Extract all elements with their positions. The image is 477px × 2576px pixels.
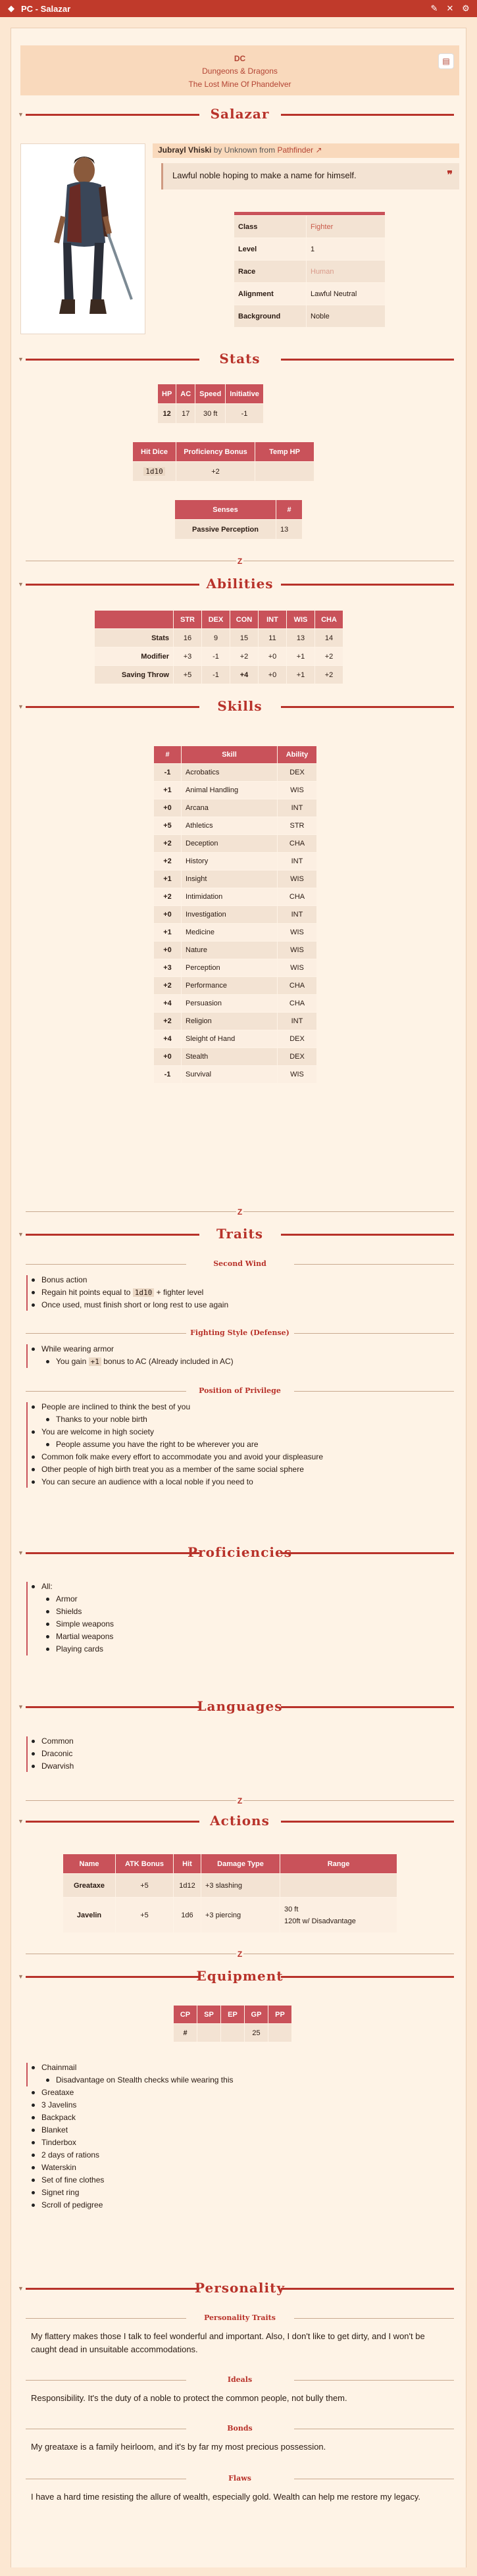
- abilities-table: [94, 610, 343, 684]
- skill-name: Medicine: [182, 924, 278, 942]
- senses-header: Senses: [175, 500, 276, 520]
- window-title: PC - Salazar: [21, 3, 71, 14]
- skill-ability: INT: [278, 906, 317, 924]
- skill-name: Performance: [182, 977, 278, 995]
- race-value[interactable]: Human: [307, 261, 386, 283]
- collapse-icon[interactable]: ▼: [18, 1818, 24, 1825]
- ability-row-stats: Stats 16 9 15 11 13 14: [95, 629, 343, 647]
- list-item: People assume you have the right to be wherever you are: [49, 1438, 323, 1451]
- skill-modifier: -1: [154, 764, 182, 782]
- skill-mod-header: #: [154, 746, 182, 764]
- wis-header: WIS: [287, 611, 315, 629]
- initiative-value: -1: [226, 404, 264, 424]
- senses-table: [174, 499, 303, 540]
- skill-row: [154, 924, 317, 942]
- skill-name: Investigation: [182, 906, 278, 924]
- info-label: Race: [234, 261, 307, 283]
- list-item: Draconic: [35, 1748, 74, 1760]
- dice-table: [132, 442, 314, 482]
- actions-table: Name ATK Bonus Hit Damage Type Range Greataxe +5 1d12 +3 slashing Javelin +5 1d6 +3 piercing 30 ft 120ft w/ Disadvantage: [63, 1854, 397, 1933]
- skill-ability: WIS: [278, 782, 317, 799]
- info-table: [234, 211, 386, 328]
- skill-ability: WIS: [278, 959, 317, 977]
- speed-header: Speed: [195, 384, 226, 404]
- skill-modifier: +2: [154, 853, 182, 871]
- list-item: Dwarvish: [35, 1760, 74, 1773]
- list-item: You are welcome in high society: [35, 1426, 323, 1438]
- game-name: Dungeons & Dragons: [202, 66, 278, 76]
- list-item: Bonus action: [35, 1274, 228, 1286]
- skill-modifier: +2: [154, 888, 182, 906]
- hp-header: HP: [158, 384, 176, 404]
- flaws-title: Flaws: [20, 2473, 459, 2485]
- ability-row-saving-throw: Saving Throw +5 -1 +4 +0 +1 +2: [95, 666, 343, 684]
- section-languages: ▼ Languages: [20, 1696, 459, 1718]
- trait-second-wind-title: Second Wind: [20, 1259, 459, 1271]
- skill-name: Stealth: [182, 1048, 278, 1066]
- skill-row: [154, 835, 317, 853]
- list-item: While wearing armor: [35, 1343, 234, 1355]
- skill-row: [154, 1030, 317, 1048]
- skill-modifier: +4: [154, 1030, 182, 1048]
- skill-modifier: +0: [154, 942, 182, 959]
- collapse-icon[interactable]: ▼: [18, 1704, 24, 1710]
- skill-row: [154, 977, 317, 995]
- fighting-style-list: [35, 1343, 234, 1368]
- skill-modifier: -1: [154, 1066, 182, 1084]
- skill-row: [154, 995, 317, 1013]
- skill-ability: WIS: [278, 1066, 317, 1084]
- action-row-greataxe: Greataxe +5 1d12 +3 slashing: [63, 1874, 397, 1898]
- info-label: Alignment: [234, 283, 307, 305]
- temp-hp-header: Temp HP: [255, 442, 314, 462]
- list-item: Waterskin: [35, 2161, 233, 2174]
- skill-ability: INT: [278, 799, 317, 817]
- skill-modifier: +2: [154, 977, 182, 995]
- list-item: Tinderbox: [35, 2136, 233, 2149]
- skill-ability: WIS: [278, 924, 317, 942]
- title-bar: [0, 0, 477, 17]
- list-item: Armor: [49, 1593, 114, 1605]
- skill-modifier: +1: [154, 871, 182, 888]
- skill-name: Nature: [182, 942, 278, 959]
- ideals-title: Ideals: [20, 2375, 459, 2387]
- collapse-icon[interactable]: ▼: [18, 356, 24, 363]
- collapse-icon[interactable]: ▼: [18, 703, 24, 710]
- skill-row: [154, 942, 317, 959]
- close-icon[interactable]: ✕: [446, 3, 454, 13]
- languages-list: [35, 1735, 74, 1773]
- list-item: You can secure an audience with a local noble if you need to: [35, 1476, 323, 1488]
- list-item: All:: [35, 1580, 114, 1593]
- player-by: by Unknown from: [213, 145, 276, 155]
- str-header: STR: [174, 611, 202, 629]
- skill-modifier: +4: [154, 995, 182, 1013]
- pdf-icon[interactable]: ▤: [438, 53, 454, 69]
- skill-ability: CHA: [278, 995, 317, 1013]
- collapse-icon[interactable]: ▼: [18, 1231, 24, 1238]
- list-item: Playing cards: [49, 1643, 114, 1655]
- list-item: Disadvantage on Stealth checks while wearing this: [49, 2074, 233, 2086]
- section-name: ▼ Salazar: [20, 103, 459, 126]
- initiative-header: Initiative: [226, 384, 264, 404]
- skill-name: Persuasion: [182, 995, 278, 1013]
- skill-name: Animal Handling: [182, 782, 278, 799]
- section-personality: ▼ Personality: [20, 2277, 459, 2300]
- list-item: Chainmail: [35, 2061, 233, 2074]
- collapse-icon[interactable]: ▼: [18, 1550, 24, 1556]
- skill-row: [154, 853, 317, 871]
- skill-modifier: +5: [154, 817, 182, 835]
- section-proficiencies: ▼ Proficiencies: [20, 1542, 459, 1564]
- list-item: Backpack: [35, 2111, 233, 2124]
- section-equipment: ▼ Equipment: [20, 1965, 459, 1988]
- skill-modifier: +2: [154, 1013, 182, 1030]
- collapse-icon[interactable]: ▼: [18, 111, 24, 118]
- app-logo-icon: ◆: [8, 3, 14, 13]
- skill-ability-header: Ability: [278, 746, 317, 764]
- section-actions: ▼ Actions: [20, 1810, 459, 1832]
- skill-name: Sleight of Hand: [182, 1030, 278, 1048]
- character-portrait: [20, 143, 145, 334]
- section-abilities: ▼ Abilities: [20, 573, 459, 595]
- skill-row: [154, 1048, 317, 1066]
- skill-ability: DEX: [278, 764, 317, 782]
- info-label: Class: [234, 216, 307, 238]
- skill-name: Athletics: [182, 817, 278, 835]
- skill-row: [154, 1013, 317, 1030]
- section-stats: ▼ Stats: [20, 348, 459, 370]
- skill-name-header: Skill: [182, 746, 278, 764]
- skill-ability: WIS: [278, 942, 317, 959]
- skill-name: Deception: [182, 835, 278, 853]
- skill-ability: CHA: [278, 888, 317, 906]
- background-value: Noble: [307, 305, 386, 328]
- skill-row: [154, 817, 317, 835]
- list-item: Common: [35, 1735, 74, 1748]
- list-item: Other people of high birth treat you as a member of the same social sphere: [35, 1463, 323, 1476]
- player-source-link[interactable]: Pathfinder: [277, 145, 314, 155]
- trait-privilege-title: Position of Privilege: [20, 1386, 459, 1398]
- skill-name: History: [182, 853, 278, 871]
- skill-row: [154, 888, 317, 906]
- dex-header: DEX: [202, 611, 230, 629]
- class-value[interactable]: Fighter: [307, 216, 386, 238]
- skill-name: Acrobatics: [182, 764, 278, 782]
- list-item: 2 days of rations: [35, 2149, 233, 2161]
- ideals-text: Responsibility. It's the duty of a noble to protect the common people, not bully them.: [31, 2393, 347, 2403]
- skill-name: Religion: [182, 1013, 278, 1030]
- hp-value: 12: [158, 404, 176, 424]
- skill-ability: INT: [278, 853, 317, 871]
- list-item: Simple weapons: [49, 1618, 114, 1630]
- divider: Z: [20, 1950, 459, 1959]
- skill-name: Survival: [182, 1066, 278, 1084]
- list-item: Blanket: [35, 2124, 233, 2136]
- skill-modifier: +0: [154, 1048, 182, 1066]
- collapse-icon[interactable]: ▼: [18, 2285, 24, 2292]
- info-label: Background: [234, 305, 307, 328]
- section-skills: ▼ Skills: [20, 695, 459, 718]
- list-item: People are inclined to think the best of you: [35, 1401, 323, 1413]
- skill-ability: WIS: [278, 871, 317, 888]
- adventure-name: The Lost Mine Of Phandelver: [188, 80, 291, 89]
- list-item: Scroll of pedigree: [35, 2199, 233, 2211]
- skill-name: Insight: [182, 871, 278, 888]
- collapse-icon[interactable]: ▼: [18, 1973, 24, 1980]
- settings-icon[interactable]: ⚙: [462, 3, 470, 13]
- divider: Z: [20, 557, 459, 566]
- list-item: Thanks to your noble birth: [49, 1413, 323, 1426]
- skill-row: [154, 871, 317, 888]
- passive-perception-value: 13: [276, 520, 303, 540]
- dm-name: DC: [234, 54, 246, 63]
- section-traits: ▼ Traits: [20, 1223, 459, 1246]
- equipment-list: [35, 2061, 233, 2211]
- ac-value: 17: [176, 404, 195, 424]
- skill-ability: DEX: [278, 1048, 317, 1066]
- skill-modifier: +1: [154, 782, 182, 799]
- character-quote: Lawful noble hoping to make a name for himself. ❞: [161, 163, 459, 189]
- skill-row: [154, 764, 317, 782]
- skill-modifier: +3: [154, 959, 182, 977]
- skill-name: Intimidation: [182, 888, 278, 906]
- ac-header: AC: [176, 384, 195, 404]
- divider: Z: [20, 1796, 459, 1806]
- privilege-list: [35, 1401, 323, 1488]
- info-label: Level: [234, 238, 307, 261]
- campaign-header: [20, 45, 459, 95]
- skills-table: [153, 745, 317, 1084]
- skill-ability: CHA: [278, 977, 317, 995]
- list-item: Greataxe: [35, 2086, 233, 2099]
- skill-row: [154, 1066, 317, 1084]
- list-item: Regain hit points equal to 1d10 + fighter level: [35, 1286, 228, 1299]
- skill-name: Arcana: [182, 799, 278, 817]
- skill-name: Perception: [182, 959, 278, 977]
- list-item: Common folk make every effort to accommodate you and avoid your displeasure: [35, 1451, 323, 1463]
- stats-table: [157, 384, 264, 424]
- collapse-icon[interactable]: ▼: [18, 581, 24, 588]
- personality-traits-text: My flattery makes those I talk to feel wonderful and important. Also, I don't like to get dirty, and I won't be caught dead in unsuitable accommodations.: [31, 2331, 425, 2354]
- skill-ability: INT: [278, 1013, 317, 1030]
- bonds-text: My greataxe is a family heirloom, and it's by far my most precious possession.: [31, 2442, 326, 2452]
- alignment-value: Lawful Neutral: [307, 283, 386, 305]
- senses-count-header: #: [276, 500, 303, 520]
- skill-modifier: +2: [154, 835, 182, 853]
- second-wind-list: [35, 1274, 228, 1311]
- quote-icon: ❞: [447, 170, 453, 181]
- speed-value: 30 ft: [195, 404, 226, 424]
- skill-row: [154, 799, 317, 817]
- list-item: Signet ring: [35, 2186, 233, 2199]
- skill-row: [154, 959, 317, 977]
- skill-modifier: +1: [154, 924, 182, 942]
- skill-modifier: +0: [154, 799, 182, 817]
- list-item: You gain +1 bonus to AC (Already included in AC): [49, 1355, 234, 1368]
- trait-fighting-style-title: Fighting Style (Defense): [20, 1328, 459, 1340]
- level-value: 1: [307, 238, 386, 261]
- int-header: INT: [259, 611, 287, 629]
- proficiency-value: +2: [176, 462, 255, 482]
- divider: Z: [20, 1207, 459, 1217]
- flaws-text: I have a hard time resisting the allure of wealth, especially gold. Wealth can help me restore my legacy.: [31, 2492, 421, 2502]
- ability-row-modifier: Modifier +3 -1 +2 +0 +1 +2: [95, 647, 343, 666]
- skill-ability: STR: [278, 817, 317, 835]
- player-name: Jubrayl Vhiski: [158, 145, 212, 155]
- skill-row: [154, 782, 317, 799]
- temp-hp-value: [255, 462, 314, 482]
- con-header: CON: [230, 611, 259, 629]
- external-link-icon[interactable]: ↗: [315, 145, 322, 155]
- hit-dice-header: Hit Dice: [133, 442, 176, 462]
- action-row-javelin: Javelin +5 1d6 +3 piercing 30 ft 120ft w/ Disadvantage: [63, 1898, 397, 1933]
- personality-traits-title: Personality Traits: [20, 2313, 459, 2325]
- passive-perception-label: Passive Perception: [175, 520, 276, 540]
- player-bar: [153, 143, 459, 158]
- proficiencies-list: [35, 1580, 114, 1655]
- proficiency-header: Proficiency Bonus: [176, 442, 255, 462]
- skill-ability: DEX: [278, 1030, 317, 1048]
- list-item: Set of fine clothes: [35, 2174, 233, 2186]
- list-item: 3 Javelins: [35, 2099, 233, 2111]
- skill-row: [154, 906, 317, 924]
- cha-header: CHA: [315, 611, 343, 629]
- list-item: Shields: [49, 1605, 114, 1618]
- hit-dice-value: 1d10: [143, 467, 165, 476]
- list-item: Martial weapons: [49, 1630, 114, 1643]
- character-sheet: [11, 28, 466, 2567]
- list-item: Once used, must finish short or long rest to use again: [35, 1299, 228, 1311]
- bonds-title: Bonds: [20, 2423, 459, 2435]
- edit-icon[interactable]: ✎: [430, 3, 438, 13]
- skill-ability: CHA: [278, 835, 317, 853]
- coins-table: CP SP EP GP PP # 25: [173, 2005, 292, 2042]
- skill-modifier: +0: [154, 906, 182, 924]
